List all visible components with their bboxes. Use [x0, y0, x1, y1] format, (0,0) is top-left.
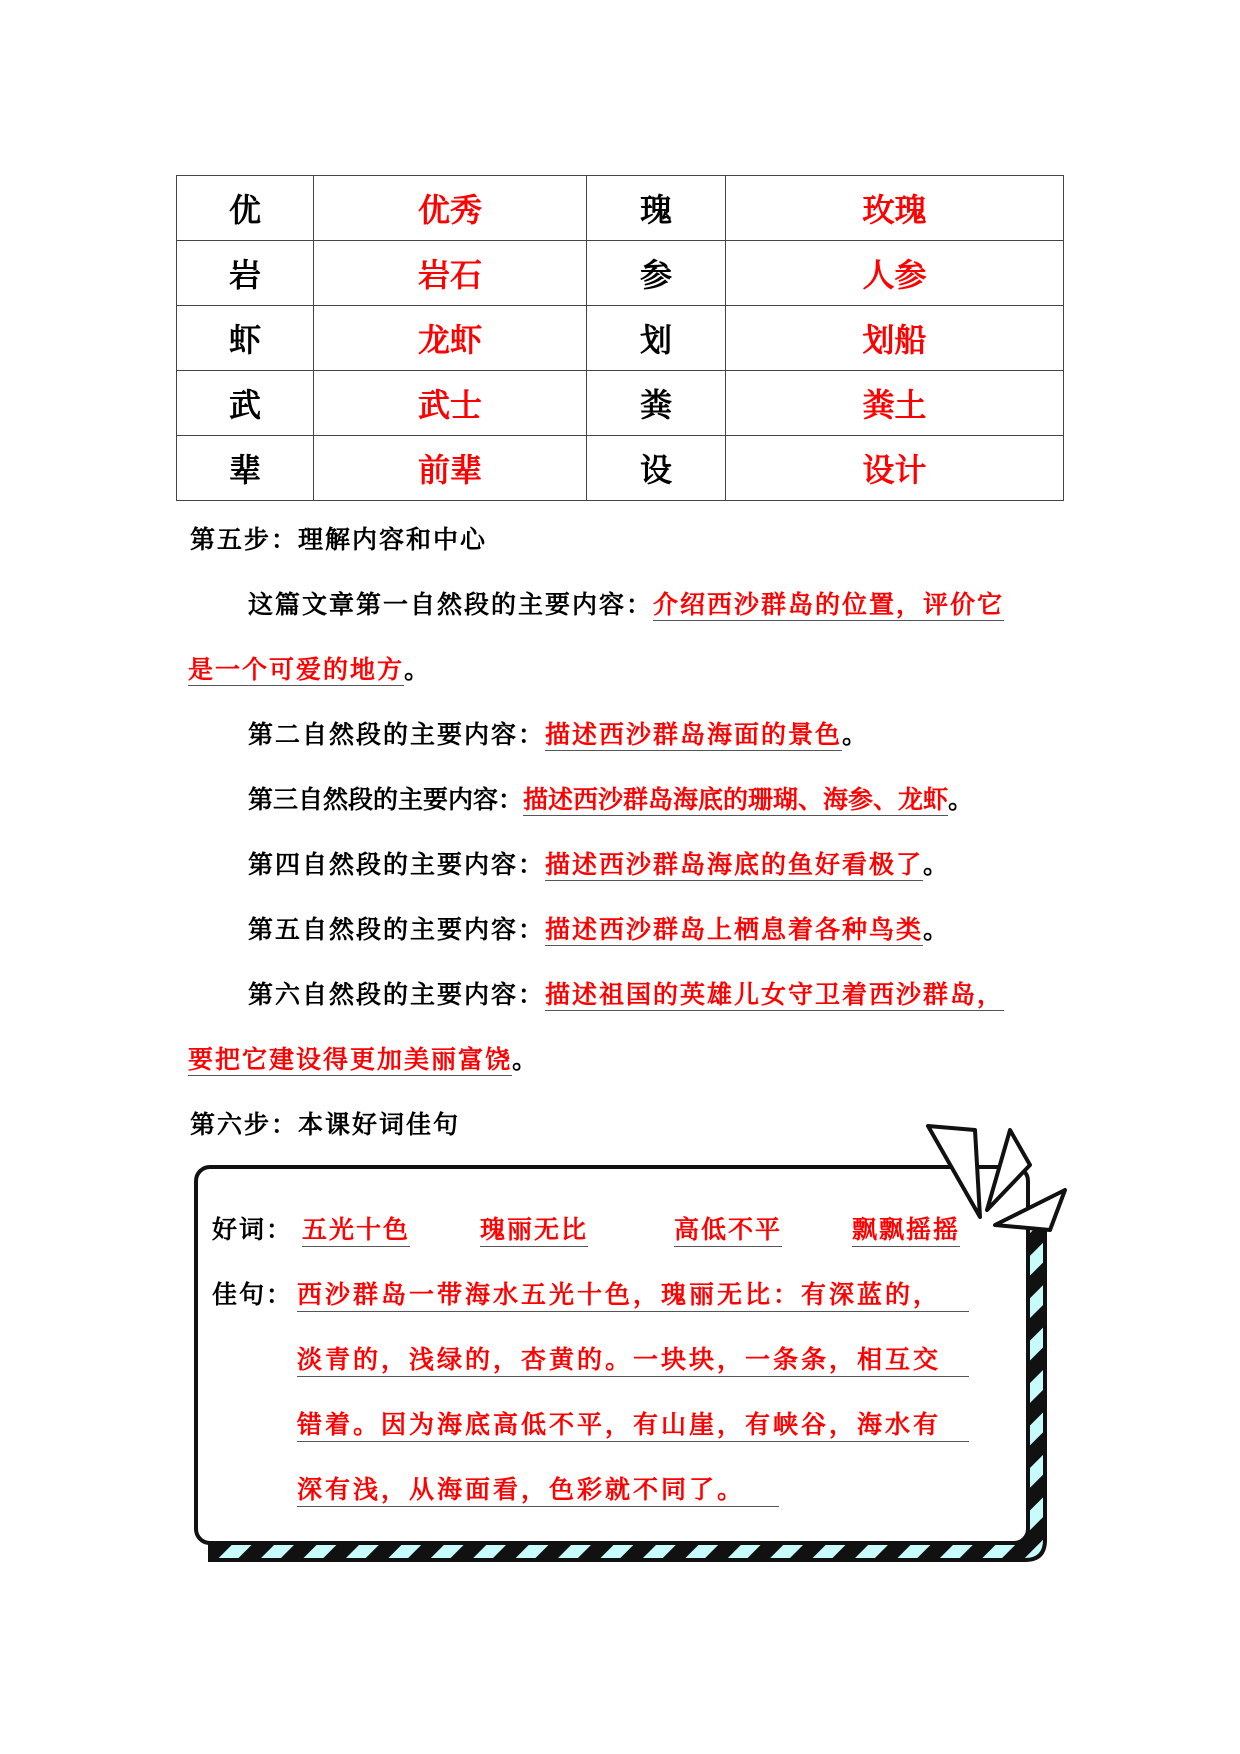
para4-label: 第四自然段的主要内容：	[248, 850, 546, 879]
para1-summary	[248, 585, 1004, 621]
vocab-char: 优	[177, 176, 314, 241]
para6-summary	[248, 975, 1004, 1011]
para4-summary	[248, 845, 950, 881]
para5-label: 第五自然段的主要内容：	[248, 915, 546, 944]
vocab-table	[176, 175, 1064, 501]
vocab-char: 岩	[177, 241, 314, 306]
vocab-word: 龙虾	[314, 306, 587, 371]
step5-heading: 第五步：理解内容和中心	[190, 525, 488, 554]
period: 。	[948, 785, 974, 814]
vocab-row	[177, 436, 1064, 501]
period: 。	[923, 850, 951, 879]
para3-summary	[248, 780, 973, 816]
para6-answer: 描述祖国的英雄儿女守卫着西沙群岛，	[545, 980, 1005, 1009]
vocab-word: 前辈	[314, 436, 587, 501]
para6-answer-cont: 要把它建设得更加美丽富饶	[188, 1045, 513, 1074]
period: 。	[923, 915, 951, 944]
vocab-char: 辈	[177, 436, 314, 501]
good-sentence-line: 错着。因为海底高低不平，有山崖，有峡谷，海水有	[297, 1405, 969, 1442]
good-word: 五光十色	[302, 1210, 410, 1247]
para1-label: 这篇文章第一自然段的主要内容：	[248, 590, 654, 619]
vocab-row	[177, 371, 1064, 436]
vocab-word: 岩石	[314, 241, 587, 306]
vocab-row	[177, 176, 1064, 241]
period: 。	[512, 1045, 540, 1074]
good-word: 瑰丽无比	[480, 1210, 588, 1247]
vocab-word: 玫瑰	[726, 176, 1064, 241]
para4-answer: 描述西沙群岛海底的鱼好看极了	[545, 850, 924, 879]
vocab-char: 划	[587, 306, 726, 371]
vocab-word: 粪土	[726, 371, 1064, 436]
vocab-row	[177, 241, 1064, 306]
para2-label: 第二自然段的主要内容：	[248, 720, 546, 749]
para3-answer: 描述西沙群岛海底的珊瑚、海参、龙虾	[523, 785, 949, 814]
vocab-char: 参	[587, 241, 726, 306]
para6-label: 第六自然段的主要内容：	[248, 980, 546, 1009]
good-sentence-line: 深有浅，从海面看，色彩就不同了。	[297, 1470, 779, 1507]
vocab-word: 优秀	[314, 176, 587, 241]
vocab-word: 人参	[726, 241, 1064, 306]
good-sentence-line: 西沙群岛一带海水五光十色，瑰丽无比：有深蓝的，	[297, 1275, 969, 1312]
para2-answer: 描述西沙群岛海面的景色	[545, 720, 843, 749]
para5-summary	[248, 910, 950, 946]
good-sentence-label: 佳句：	[212, 1280, 294, 1309]
vocab-char: 虾	[177, 306, 314, 371]
vocab-char: 粪	[587, 371, 726, 436]
para2-summary	[248, 715, 869, 751]
para1-answer: 介绍西沙群岛的位置，评价它	[653, 590, 1005, 619]
good-word: 高低不平	[674, 1210, 782, 1247]
good-words-label: 好词：	[212, 1215, 294, 1244]
vocab-word: 设计	[726, 436, 1064, 501]
step6-heading: 第六步：本课好词佳句	[190, 1110, 461, 1139]
period: 。	[404, 655, 432, 684]
para3-label: 第三自然段的主要内容：	[248, 785, 524, 814]
para5-answer: 描述西沙群岛上栖息着各种鸟类	[545, 915, 924, 944]
para1-summary-cont	[188, 650, 431, 686]
vocab-row	[177, 306, 1064, 371]
good-word: 飘飘摇摇	[852, 1210, 960, 1247]
vocab-char: 瑰	[587, 176, 726, 241]
vocab-word: 划船	[726, 306, 1064, 371]
vocab-char: 设	[587, 436, 726, 501]
vocab-word: 武士	[314, 371, 587, 436]
period: 。	[842, 720, 870, 749]
vocab-char: 武	[177, 371, 314, 436]
good-sentence-line: 淡青的，浅绿的，杏黄的。一块块，一条条，相互交	[297, 1340, 969, 1377]
para1-answer-cont: 是一个可爱的地方	[188, 655, 405, 684]
para6-summary-cont	[188, 1040, 539, 1076]
